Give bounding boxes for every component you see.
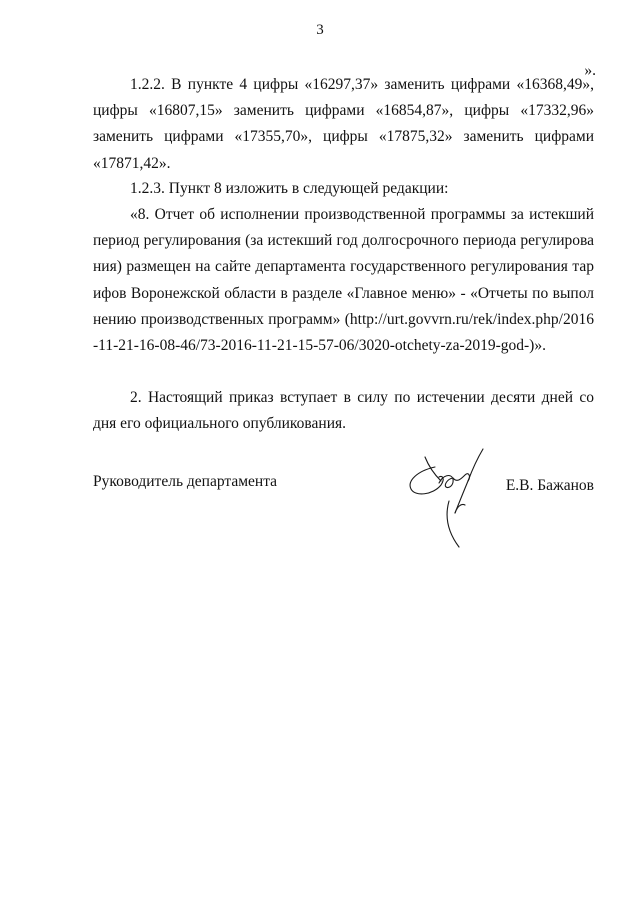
paragraph-1-2-2 (93, 72, 594, 177)
paragraph-1-2-2-text: 1.2.2. В пункте 4 цифры «16297,37» заменить цифрами «16368,49», цифры «16807,15» заменить цифрами «16854,87», цифры «17332,96» заменить цифрами «17355,70», цифры «17875,32» заменить цифрами «17871,42». (93, 76, 594, 172)
paragraph-2 (93, 385, 594, 437)
closing-quote: ». (584, 62, 596, 79)
signatory-position: Руководитель департамента (93, 473, 278, 490)
paragraph-point-8-text: «8. Отчет об исполнении производственной программы за истекший период регулирования (за истекший год долгосрочного периода регулирования) размещен на сайте департамента государственного регулирования тарифов Воронежской области в разделе «Главное меню» - «Отчеты по выполнению производственных программ» (http://urt.govvrn.ru/rek/index.php/2016-11-21-16-08-46/73-2016-11-21-15-57-06/3020-otchety-za-2019-god-)». (93, 206, 594, 355)
page-number: 3 (316, 22, 324, 38)
paragraph-1-2-3 (93, 176, 594, 202)
signatory-name: Е.В. Бажанов (505, 477, 594, 494)
paragraph-1-2-3-text: 1.2.3. Пункт 8 изложить в следующей редакции: (130, 180, 449, 197)
paragraph-point-8 (93, 202, 594, 359)
handwritten-signature (405, 445, 495, 550)
paragraph-2-text: 2. Настоящий приказ вступает в силу по истечении десяти дней со дня его официального опубликования. (93, 389, 594, 433)
